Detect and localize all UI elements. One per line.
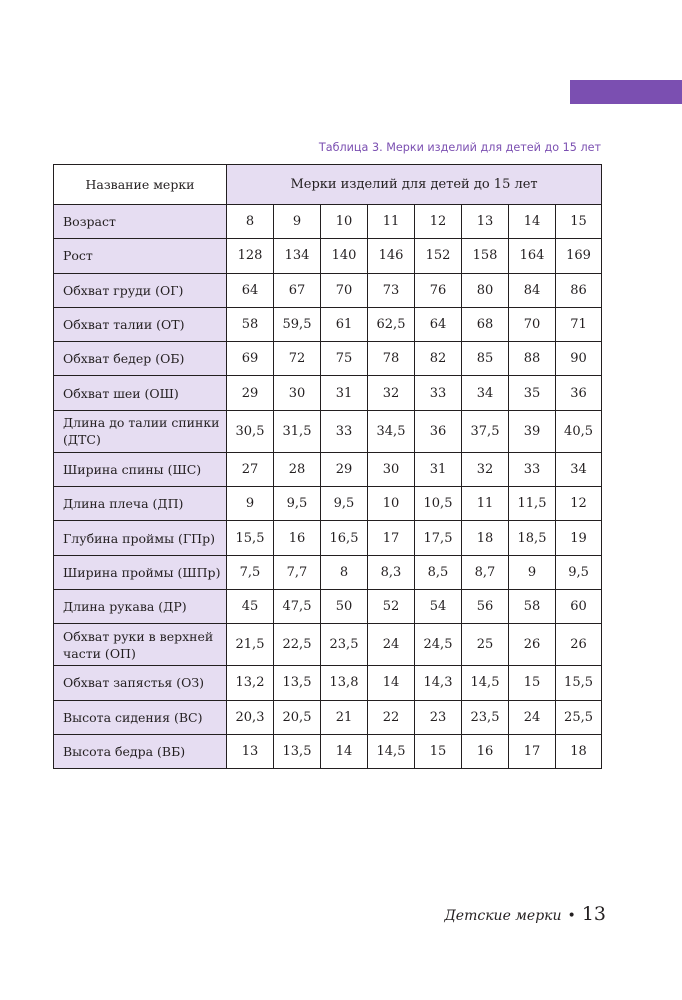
- table-cell: 158: [462, 239, 509, 273]
- table-cell: 31: [321, 376, 368, 410]
- row-label: Длина плеча (ДП): [54, 487, 227, 521]
- table-cell: 140: [321, 239, 368, 273]
- table-cell: 10: [368, 487, 415, 521]
- table-cell: 70: [321, 273, 368, 307]
- table-cell: 18: [462, 521, 509, 555]
- table-cell: 30,5: [227, 410, 274, 452]
- table-cell: 14,5: [462, 666, 509, 700]
- table-cell: 8: [227, 205, 274, 239]
- table-cell: 36: [415, 410, 462, 452]
- table-cell: 20,5: [274, 700, 321, 734]
- table-cell: 61: [321, 307, 368, 341]
- row-label: Обхват руки в верхней части (ОП): [54, 624, 227, 666]
- table-row: [54, 487, 602, 521]
- table-cell: 12: [415, 205, 462, 239]
- table-cell: 16,5: [321, 521, 368, 555]
- table-cell: 85: [462, 342, 509, 376]
- row-label: Обхват бедер (ОБ): [54, 342, 227, 376]
- row-label: Возраст: [54, 205, 227, 239]
- table-cell: 33: [415, 376, 462, 410]
- table-cell: 39: [509, 410, 556, 452]
- table-cell: 82: [415, 342, 462, 376]
- table-cell: 13: [227, 734, 274, 768]
- table-cell: 28: [274, 452, 321, 486]
- table-row: [54, 734, 602, 768]
- table-cell: 35: [509, 376, 556, 410]
- table-cell: 56: [462, 589, 509, 623]
- section-color-tab: [570, 80, 682, 104]
- table-cell: 23,5: [462, 700, 509, 734]
- page-number: 13: [581, 903, 606, 925]
- table-cell: 75: [321, 342, 368, 376]
- table-cell: 11: [368, 205, 415, 239]
- table-cell: 64: [415, 307, 462, 341]
- table-cell: 15: [556, 205, 602, 239]
- table-cell: 8,5: [415, 555, 462, 589]
- table-cell: 7,5: [227, 555, 274, 589]
- table-cell: 7,7: [274, 555, 321, 589]
- row-label: Глубина проймы (ГПр): [54, 521, 227, 555]
- page-footer: [444, 903, 606, 925]
- table-row: [54, 376, 602, 410]
- table-cell: 34,5: [368, 410, 415, 452]
- table-cell: 8: [321, 555, 368, 589]
- table-cell: 34: [462, 376, 509, 410]
- table-cell: 32: [462, 452, 509, 486]
- table-cell: 72: [274, 342, 321, 376]
- row-label: Обхват шеи (ОШ): [54, 376, 227, 410]
- table-row: [54, 239, 602, 273]
- table-cell: 22,5: [274, 624, 321, 666]
- table-cell: 24: [368, 624, 415, 666]
- table-cell: 30: [368, 452, 415, 486]
- table-cell: 40,5: [556, 410, 602, 452]
- row-label: Ширина спины (ШС): [54, 452, 227, 486]
- table-cell: 13,8: [321, 666, 368, 700]
- table-cell: 8,7: [462, 555, 509, 589]
- table-cell: 11: [462, 487, 509, 521]
- table-cell: 68: [462, 307, 509, 341]
- table-row: [54, 273, 602, 307]
- table-cell: 9,5: [274, 487, 321, 521]
- table-cell: 17: [509, 734, 556, 768]
- table-cell: 14: [321, 734, 368, 768]
- table-cell: 16: [274, 521, 321, 555]
- table-cell: 24,5: [415, 624, 462, 666]
- table-cell: 73: [368, 273, 415, 307]
- table-cell: 14,3: [415, 666, 462, 700]
- row-label: Рост: [54, 239, 227, 273]
- table-cell: 33: [321, 410, 368, 452]
- table-cell: 20,3: [227, 700, 274, 734]
- table-cell: 146: [368, 239, 415, 273]
- row-label: Высота бедра (ВБ): [54, 734, 227, 768]
- table-cell: 86: [556, 273, 602, 307]
- table-row: [54, 307, 602, 341]
- table-cell: 45: [227, 589, 274, 623]
- table-cell: 29: [321, 452, 368, 486]
- table-row: [54, 410, 602, 452]
- table-cell: 18: [556, 734, 602, 768]
- table-cell: 11,5: [509, 487, 556, 521]
- table-cell: 71: [556, 307, 602, 341]
- table-row: [54, 555, 602, 589]
- table-row: [54, 700, 602, 734]
- table-cell: 36: [556, 376, 602, 410]
- table-row: [54, 452, 602, 486]
- table-cell: 15: [415, 734, 462, 768]
- measurements-table: [53, 164, 602, 769]
- table-cell: 84: [509, 273, 556, 307]
- row-label: Длина до талии спинки (ДТС): [54, 410, 227, 452]
- table-cell: 17,5: [415, 521, 462, 555]
- table-cell: 34: [556, 452, 602, 486]
- table-cell: 90: [556, 342, 602, 376]
- table-cell: 76: [415, 273, 462, 307]
- table-cell: 23,5: [321, 624, 368, 666]
- row-label: Обхват талии (ОТ): [54, 307, 227, 341]
- table-cell: 37,5: [462, 410, 509, 452]
- table-cell: 67: [274, 273, 321, 307]
- column-header-measures: Мерки изделий для детей до 15 лет: [227, 165, 602, 205]
- table-cell: 27: [227, 452, 274, 486]
- table-cell: 23: [415, 700, 462, 734]
- table-cell: 134: [274, 239, 321, 273]
- table-cell: 64: [227, 273, 274, 307]
- table-cell: 31,5: [274, 410, 321, 452]
- table-cell: 22: [368, 700, 415, 734]
- table-cell: 80: [462, 273, 509, 307]
- table-cell: 164: [509, 239, 556, 273]
- table-cell: 58: [227, 307, 274, 341]
- table-cell: 29: [227, 376, 274, 410]
- table-row: [54, 521, 602, 555]
- table-cell: 32: [368, 376, 415, 410]
- table-cell: 19: [556, 521, 602, 555]
- table-row: [54, 666, 602, 700]
- table-cell: 15,5: [556, 666, 602, 700]
- table-cell: 47,5: [274, 589, 321, 623]
- table-cell: 59,5: [274, 307, 321, 341]
- table-cell: 54: [415, 589, 462, 623]
- table-caption: Таблица 3. Мерки изделий для детей до 15 лет: [318, 141, 601, 154]
- table-cell: 31: [415, 452, 462, 486]
- table-cell: 13,5: [274, 734, 321, 768]
- table-header-row: [54, 165, 602, 205]
- table-cell: 78: [368, 342, 415, 376]
- table-cell: 15,5: [227, 521, 274, 555]
- table-cell: 69: [227, 342, 274, 376]
- table-cell: 33: [509, 452, 556, 486]
- table-cell: 21,5: [227, 624, 274, 666]
- table-cell: 8,3: [368, 555, 415, 589]
- footer-separator: •: [567, 908, 576, 924]
- table-cell: 70: [509, 307, 556, 341]
- table-cell: 18,5: [509, 521, 556, 555]
- table-cell: 26: [556, 624, 602, 666]
- table-cell: 12: [556, 487, 602, 521]
- table-cell: 25,5: [556, 700, 602, 734]
- table-cell: 25: [462, 624, 509, 666]
- row-label: Длина рукава (ДР): [54, 589, 227, 623]
- table-cell: 13,2: [227, 666, 274, 700]
- table-cell: 9,5: [321, 487, 368, 521]
- table-cell: 128: [227, 239, 274, 273]
- table-cell: 26: [509, 624, 556, 666]
- row-label: Обхват груди (ОГ): [54, 273, 227, 307]
- table-cell: 30: [274, 376, 321, 410]
- table-row: [54, 342, 602, 376]
- table-cell: 50: [321, 589, 368, 623]
- table-cell: 58: [509, 589, 556, 623]
- table-cell: 88: [509, 342, 556, 376]
- table-cell: 24: [509, 700, 556, 734]
- table-cell: 10,5: [415, 487, 462, 521]
- table-cell: 10: [321, 205, 368, 239]
- table-cell: 17: [368, 521, 415, 555]
- row-label: Высота сидения (ВС): [54, 700, 227, 734]
- table-row: [54, 205, 602, 239]
- footer-title: Детские мерки: [444, 908, 562, 924]
- row-label: Обхват запястья (ОЗ): [54, 666, 227, 700]
- table-row: [54, 589, 602, 623]
- table-cell: 60: [556, 589, 602, 623]
- table-cell: 9: [509, 555, 556, 589]
- table-cell: 14: [509, 205, 556, 239]
- table-cell: 9: [274, 205, 321, 239]
- table-cell: 62,5: [368, 307, 415, 341]
- table-cell: 16: [462, 734, 509, 768]
- table-cell: 21: [321, 700, 368, 734]
- table-cell: 9,5: [556, 555, 602, 589]
- table-row: [54, 624, 602, 666]
- table-cell: 14: [368, 666, 415, 700]
- table-cell: 13: [462, 205, 509, 239]
- table-cell: 9: [227, 487, 274, 521]
- table-cell: 14,5: [368, 734, 415, 768]
- table-cell: 15: [509, 666, 556, 700]
- table-cell: 52: [368, 589, 415, 623]
- table-cell: 169: [556, 239, 602, 273]
- column-header-name: Название мерки: [54, 165, 227, 205]
- table-cell: 152: [415, 239, 462, 273]
- row-label: Ширина проймы (ШПр): [54, 555, 227, 589]
- table-cell: 13,5: [274, 666, 321, 700]
